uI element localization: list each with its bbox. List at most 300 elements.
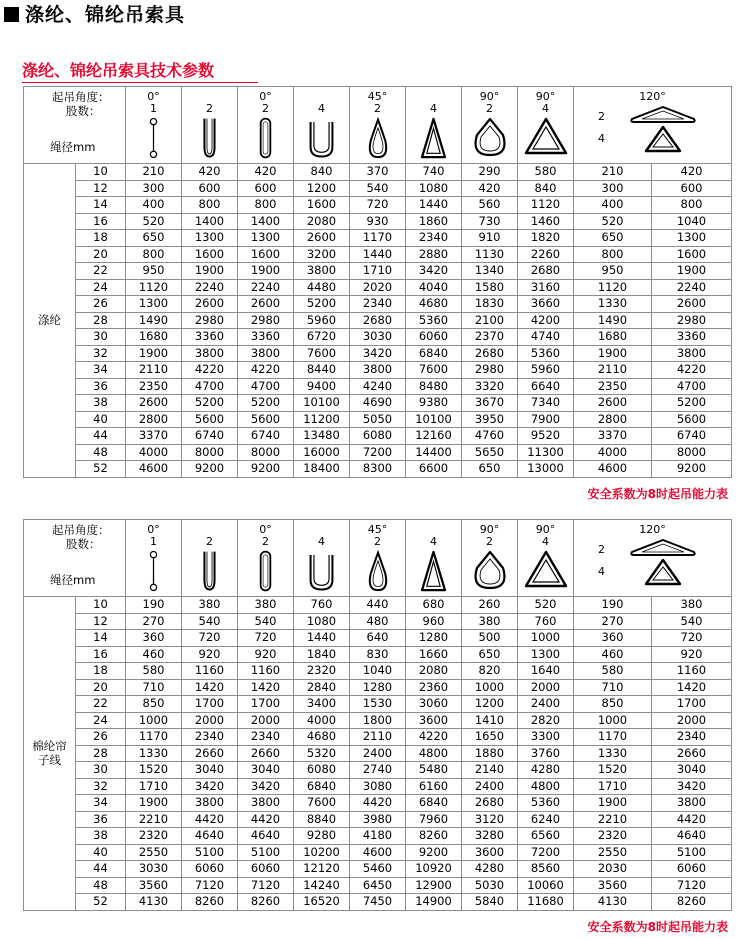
header-config-cell [462, 87, 518, 164]
capacity-cell: 710 [574, 679, 652, 696]
capacity-cell: 2240 [652, 279, 732, 296]
table-row [24, 861, 732, 878]
capacity-cell: 4480 [294, 279, 350, 296]
legs-value: 4 [598, 565, 605, 578]
capacity-cell: 2360 [406, 679, 462, 696]
capacity-cell: 1000 [574, 712, 652, 729]
capacity-cell: 3560 [126, 877, 182, 894]
legs-value: 2 [374, 535, 381, 548]
table-row [24, 762, 732, 779]
legs-label: 股数： [66, 104, 101, 118]
table-row [24, 877, 732, 894]
capacity-cell: 10100 [294, 395, 350, 412]
capacity-cell: 4640 [652, 828, 732, 845]
capacity-cell: 1490 [126, 312, 182, 329]
table-row [24, 597, 732, 614]
capacity-cell: 12900 [406, 877, 462, 894]
capacity-cell: 5600 [238, 411, 294, 428]
header-label-cell [24, 520, 126, 597]
capacity-cell: 1710 [574, 778, 652, 795]
capacity-cell: 2980 [652, 312, 732, 329]
capacity-cell: 290 [462, 164, 518, 181]
capacity-cell: 9200 [652, 461, 732, 478]
capacity-cell: 1600 [652, 246, 732, 263]
capacity-cell: 5600 [182, 411, 238, 428]
angle-label: 起吊角度： [52, 523, 110, 537]
header-config-cell [294, 520, 350, 597]
capacity-cell: 1600 [294, 197, 350, 214]
capacity-cell: 2600 [126, 395, 182, 412]
triangle-90-icon [518, 117, 573, 155]
square-bullet-icon [4, 7, 19, 22]
capacity-cell: 6060 [182, 861, 238, 878]
capacity-cell: 850 [126, 696, 182, 713]
angle-value: 0° [147, 523, 160, 536]
header-config-cell-120 [574, 87, 732, 164]
capacity-cell: 930 [350, 213, 406, 230]
capacity-cell: 1900 [238, 263, 294, 280]
capacity-cell: 2210 [574, 811, 652, 828]
capacity-cell: 6740 [238, 428, 294, 445]
header-config-cell [126, 520, 182, 597]
capacity-cell: 920 [652, 646, 732, 663]
capacity-cell: 6740 [652, 428, 732, 445]
triangle-45-icon [406, 117, 461, 159]
material-cell [24, 164, 76, 478]
capacity-cell: 1600 [182, 246, 238, 263]
capacity-cell: 1000 [518, 630, 574, 647]
capacity-cell: 10060 [518, 877, 574, 894]
capacity-cell: 420 [652, 164, 732, 181]
legs-value: 2 [262, 102, 269, 115]
capacity-cell: 9280 [294, 828, 350, 845]
capacity-cell: 4700 [238, 378, 294, 395]
capacity-cell: 9200 [238, 461, 294, 478]
table-row [24, 378, 732, 395]
table-row [24, 778, 732, 795]
capacity-cell: 5960 [294, 312, 350, 329]
capacity-cell: 920 [182, 646, 238, 663]
diameter-cell: 36 [76, 378, 126, 395]
capacity-cell: 6740 [182, 428, 238, 445]
table-row [24, 894, 732, 911]
capacity-cell: 4200 [518, 312, 574, 329]
capacity-cell: 1160 [652, 663, 732, 680]
capacity-cell: 3300 [518, 729, 574, 746]
header-row [24, 520, 732, 597]
capacity-cell: 5100 [182, 844, 238, 861]
capacity-cell: 6840 [406, 345, 462, 362]
table-row [24, 362, 732, 379]
diameter-cell: 12 [76, 180, 126, 197]
table-row [24, 164, 732, 181]
capacity-cell: 2340 [238, 729, 294, 746]
capacity-cell: 2980 [462, 362, 518, 379]
capacity-cell: 7450 [350, 894, 406, 911]
capacity-cell: 1160 [238, 663, 294, 680]
capacity-cell: 1700 [182, 696, 238, 713]
capacity-cell: 2840 [294, 679, 350, 696]
capacity-cell: 9400 [294, 378, 350, 395]
capacity-cell: 2800 [574, 411, 652, 428]
angle-value: 120° [639, 523, 666, 536]
capacity-cell: 1000 [126, 712, 182, 729]
capacity-cell: 1440 [406, 197, 462, 214]
header-config-cell [462, 520, 518, 597]
capacity-cell: 2600 [182, 296, 238, 313]
angle-value: 45° [367, 90, 388, 103]
capacity-cell: 3040 [652, 762, 732, 779]
capacity-cell: 10200 [294, 844, 350, 861]
capacity-cell: 4180 [350, 828, 406, 845]
capacity-cell: 1410 [462, 712, 518, 729]
capacity-cell: 1880 [462, 745, 518, 762]
capacity-cell: 2000 [238, 712, 294, 729]
capacity-cell: 760 [294, 597, 350, 614]
capacity-cell: 2680 [350, 312, 406, 329]
section-title: 涤纶、锦纶吊索具技术参数 [22, 60, 214, 82]
header-config-cell [294, 87, 350, 164]
capacity-cell: 4240 [350, 378, 406, 395]
capacity-cell: 3080 [350, 778, 406, 795]
capacity-cell: 5100 [238, 844, 294, 861]
angle-value: 0° [259, 90, 272, 103]
capacity-cell: 6720 [294, 329, 350, 346]
diameter-cell: 14 [76, 197, 126, 214]
diameter-cell: 32 [76, 345, 126, 362]
capacity-cell: 730 [462, 213, 518, 230]
legs-value: 4 [542, 102, 549, 115]
capacity-cell: 4220 [406, 729, 462, 746]
capacity-cell: 1860 [406, 213, 462, 230]
capacity-cell: 7120 [238, 877, 294, 894]
capacity-cell: 4040 [406, 279, 462, 296]
capacity-cell: 5030 [462, 877, 518, 894]
capacity-cell: 1120 [518, 197, 574, 214]
capacity-cell: 2110 [574, 362, 652, 379]
capacity-cell: 2240 [238, 279, 294, 296]
table-row [24, 312, 732, 329]
capacity-cell: 4740 [518, 329, 574, 346]
capacity-cell: 460 [126, 646, 182, 663]
capacity-cell: 4220 [182, 362, 238, 379]
diameter-cell: 10 [76, 164, 126, 181]
capacity-cell: 6160 [406, 778, 462, 795]
capacity-cell: 16000 [294, 444, 350, 461]
capacity-cell: 1650 [462, 729, 518, 746]
angle-label: 起吊角度： [52, 90, 110, 104]
header-config-cell [238, 520, 294, 597]
capacity-cell: 3800 [238, 345, 294, 362]
capacity-cell: 5480 [406, 762, 462, 779]
diameter-cell: 20 [76, 246, 126, 263]
table-row [24, 411, 732, 428]
capacity-cell: 8260 [182, 894, 238, 911]
title-underline [22, 82, 258, 83]
diameter-cell: 34 [76, 795, 126, 812]
capacity-cell: 3280 [462, 828, 518, 845]
diameter-label: 绳径mm [50, 573, 96, 587]
capacity-cell: 7340 [518, 395, 574, 412]
table-row [24, 461, 732, 478]
legs-value: 2 [598, 543, 605, 556]
capacity-cell: 1200 [462, 696, 518, 713]
diameter-cell: 22 [76, 263, 126, 280]
capacity-cell: 1420 [238, 679, 294, 696]
diameter-cell: 14 [76, 630, 126, 647]
capacity-cell: 7120 [182, 877, 238, 894]
capacity-cell: 3030 [350, 329, 406, 346]
safety-factor-note: 安全系数为8时起吊能力表 [587, 487, 728, 501]
capacity-cell: 7960 [406, 811, 462, 828]
capacity-cell: 3950 [462, 411, 518, 428]
capacity-cell: 1710 [350, 263, 406, 280]
capacity-cell: 6080 [350, 428, 406, 445]
capacity-cell: 3420 [406, 263, 462, 280]
capacity-cell: 580 [126, 663, 182, 680]
header-config-cell [406, 87, 462, 164]
capacity-cell: 5360 [518, 345, 574, 362]
diameter-cell: 32 [76, 778, 126, 795]
capacity-cell: 1040 [350, 663, 406, 680]
capacity-cell: 1040 [652, 213, 732, 230]
capacity-cell: 1280 [350, 679, 406, 696]
table-row [24, 712, 732, 729]
capacity-cell: 2680 [462, 795, 518, 812]
capacity-cell: 1170 [350, 230, 406, 247]
capacity-cell: 440 [350, 597, 406, 614]
capacity-cell: 6060 [652, 861, 732, 878]
capacity-cell: 800 [238, 197, 294, 214]
double-u-loop-icon [294, 550, 349, 592]
diameter-cell: 40 [76, 844, 126, 861]
capacity-cell: 480 [350, 613, 406, 630]
capacity-cell: 4130 [126, 894, 182, 911]
capacity-cell: 3060 [406, 696, 462, 713]
header-row [24, 87, 732, 164]
angle-value: 90° [479, 90, 500, 103]
capacity-cell: 1900 [126, 345, 182, 362]
capacity-cell: 4680 [406, 296, 462, 313]
capacity-cell: 5320 [294, 745, 350, 762]
capacity-cell: 1660 [406, 646, 462, 663]
capacity-cell: 1900 [126, 795, 182, 812]
diameter-cell: 52 [76, 894, 126, 911]
diameter-cell: 44 [76, 861, 126, 878]
capacity-cell: 4420 [182, 811, 238, 828]
capacity-cell: 3370 [574, 428, 652, 445]
capacity-cell: 360 [574, 630, 652, 647]
diameter-cell: 40 [76, 411, 126, 428]
capacity-cell: 3420 [238, 778, 294, 795]
table-row [24, 197, 732, 214]
table-row [24, 180, 732, 197]
capacity-cell: 8000 [652, 444, 732, 461]
angle-value: 90° [535, 90, 556, 103]
capacity-cell: 360 [126, 630, 182, 647]
capacity-cell: 2030 [574, 861, 652, 878]
capacity-cell: 710 [126, 679, 182, 696]
capacity-cell: 680 [406, 597, 462, 614]
angle-value: 0° [259, 523, 272, 536]
material-label: 棉纶帘 [32, 739, 67, 754]
table-row [24, 795, 732, 812]
capacity-cell: 500 [462, 630, 518, 647]
capacity-cell: 5050 [350, 411, 406, 428]
capacity-cell: 190 [126, 597, 182, 614]
capacity-cell: 8000 [182, 444, 238, 461]
capacity-cell: 720 [350, 197, 406, 214]
capacity-cell: 7900 [518, 411, 574, 428]
capacity-cell: 3560 [574, 877, 652, 894]
capacity-cell: 300 [574, 180, 652, 197]
capacity-cell: 6640 [518, 378, 574, 395]
capacity-cell: 5200 [294, 296, 350, 313]
table-row [24, 811, 732, 828]
u-loop-icon [182, 117, 237, 159]
capacity-cell: 2240 [182, 279, 238, 296]
capacity-cell: 1080 [294, 613, 350, 630]
capacity-cell: 920 [238, 646, 294, 663]
diameter-cell: 30 [76, 329, 126, 346]
capacity-cell: 3980 [350, 811, 406, 828]
capacity-cell: 1330 [126, 745, 182, 762]
diameter-cell: 36 [76, 811, 126, 828]
legs-value: 4 [430, 535, 437, 548]
capacity-cell: 950 [574, 263, 652, 280]
round-bottom-90-icon [462, 117, 517, 157]
capacity-cell: 2340 [350, 296, 406, 313]
capacity-cell: 540 [652, 613, 732, 630]
capacity-cell: 380 [462, 613, 518, 630]
capacity-cell: 1700 [652, 696, 732, 713]
capacity-cell: 1300 [126, 296, 182, 313]
capacity-cell: 3160 [518, 279, 574, 296]
angle-value: 90° [479, 523, 500, 536]
diameter-cell: 38 [76, 395, 126, 412]
capacity-cell: 2800 [126, 411, 182, 428]
legs-value: 2 [206, 102, 213, 115]
legs-value: 2 [486, 535, 493, 548]
capacity-cell: 1120 [126, 279, 182, 296]
capacity-cell: 8480 [406, 378, 462, 395]
capacity-cell: 4800 [406, 745, 462, 762]
capacity-cell: 7600 [294, 795, 350, 812]
safety-factor-note: 安全系数为8时起吊能力表 [587, 920, 728, 934]
capacity-cell: 4600 [350, 844, 406, 861]
capacity-cell: 1900 [182, 263, 238, 280]
legs-value: 1 [150, 535, 157, 548]
capacity-cell: 4600 [574, 461, 652, 478]
capacity-cell: 8560 [518, 861, 574, 878]
capacity-cell: 2140 [462, 762, 518, 779]
capacity-cell: 4760 [462, 428, 518, 445]
capacity-cell: 1280 [406, 630, 462, 647]
material-cell [24, 597, 76, 911]
capacity-cell: 650 [574, 230, 652, 247]
capacity-cell: 2660 [652, 745, 732, 762]
capacity-cell: 5460 [350, 861, 406, 878]
table-row [24, 613, 732, 630]
diameter-cell: 10 [76, 597, 126, 614]
capacity-cell: 420 [182, 164, 238, 181]
capacity-cell: 5650 [462, 444, 518, 461]
capacity-cell: 2000 [652, 712, 732, 729]
capacity-cell: 3420 [350, 345, 406, 362]
diameter-cell: 26 [76, 296, 126, 313]
capacity-cell: 2980 [238, 312, 294, 329]
capacity-cell: 8260 [238, 894, 294, 911]
capacity-cell: 5200 [652, 395, 732, 412]
capacity-cell: 6600 [406, 461, 462, 478]
diameter-cell: 48 [76, 877, 126, 894]
capacity-cell: 910 [462, 230, 518, 247]
diameter-cell: 28 [76, 312, 126, 329]
capacity-cell: 2100 [462, 312, 518, 329]
table-row [24, 679, 732, 696]
capacity-cell: 4220 [238, 362, 294, 379]
table-row [24, 745, 732, 762]
round-bottom-90-icon [462, 550, 517, 590]
capacity-cell: 760 [518, 613, 574, 630]
header-config-cell [350, 87, 406, 164]
capacity-cell: 7600 [406, 362, 462, 379]
diameter-cell: 22 [76, 696, 126, 713]
capacity-cell: 1680 [126, 329, 182, 346]
header-config-cell-120 [574, 520, 732, 597]
capacity-cell: 580 [518, 164, 574, 181]
teardrop-loop-icon [350, 550, 405, 592]
capacity-cell: 2340 [182, 729, 238, 746]
capacity-cell: 3800 [652, 345, 732, 362]
capacity-cell: 820 [462, 663, 518, 680]
capacity-cell: 7600 [294, 345, 350, 362]
capacity-cell: 380 [182, 597, 238, 614]
capacity-cell: 650 [462, 646, 518, 663]
capacity-cell: 3360 [652, 329, 732, 346]
diameter-cell: 30 [76, 762, 126, 779]
table-row [24, 844, 732, 861]
capacity-cell: 4640 [182, 828, 238, 845]
legs-value: 2 [262, 535, 269, 548]
capacity-cell: 800 [574, 246, 652, 263]
capacity-cell: 4690 [350, 395, 406, 412]
diameter-cell: 52 [76, 461, 126, 478]
capacity-cell: 7200 [350, 444, 406, 461]
capacity-cell: 1900 [574, 795, 652, 812]
diameter-cell: 26 [76, 729, 126, 746]
capacity-cell: 1120 [574, 279, 652, 296]
capacity-cell: 720 [182, 630, 238, 647]
capacity-cell: 7200 [518, 844, 574, 861]
capacity-cell: 6240 [518, 811, 574, 828]
capacity-cell: 2980 [182, 312, 238, 329]
capacity-cell: 2680 [518, 263, 574, 280]
capacity-cell: 2680 [462, 345, 518, 362]
capacity-cell: 1460 [518, 213, 574, 230]
triangle-90-icon [518, 550, 573, 588]
capacity-cell: 4420 [238, 811, 294, 828]
legs-label: 股数： [66, 537, 101, 551]
capacity-cell: 2320 [294, 663, 350, 680]
capacity-cell: 560 [462, 197, 518, 214]
capacity-cell: 5100 [652, 844, 732, 861]
legs-value: 4 [430, 102, 437, 115]
diameter-cell: 16 [76, 646, 126, 663]
capacity-cell: 8260 [652, 894, 732, 911]
capacity-cell: 2550 [126, 844, 182, 861]
capacity-cell: 2400 [462, 778, 518, 795]
